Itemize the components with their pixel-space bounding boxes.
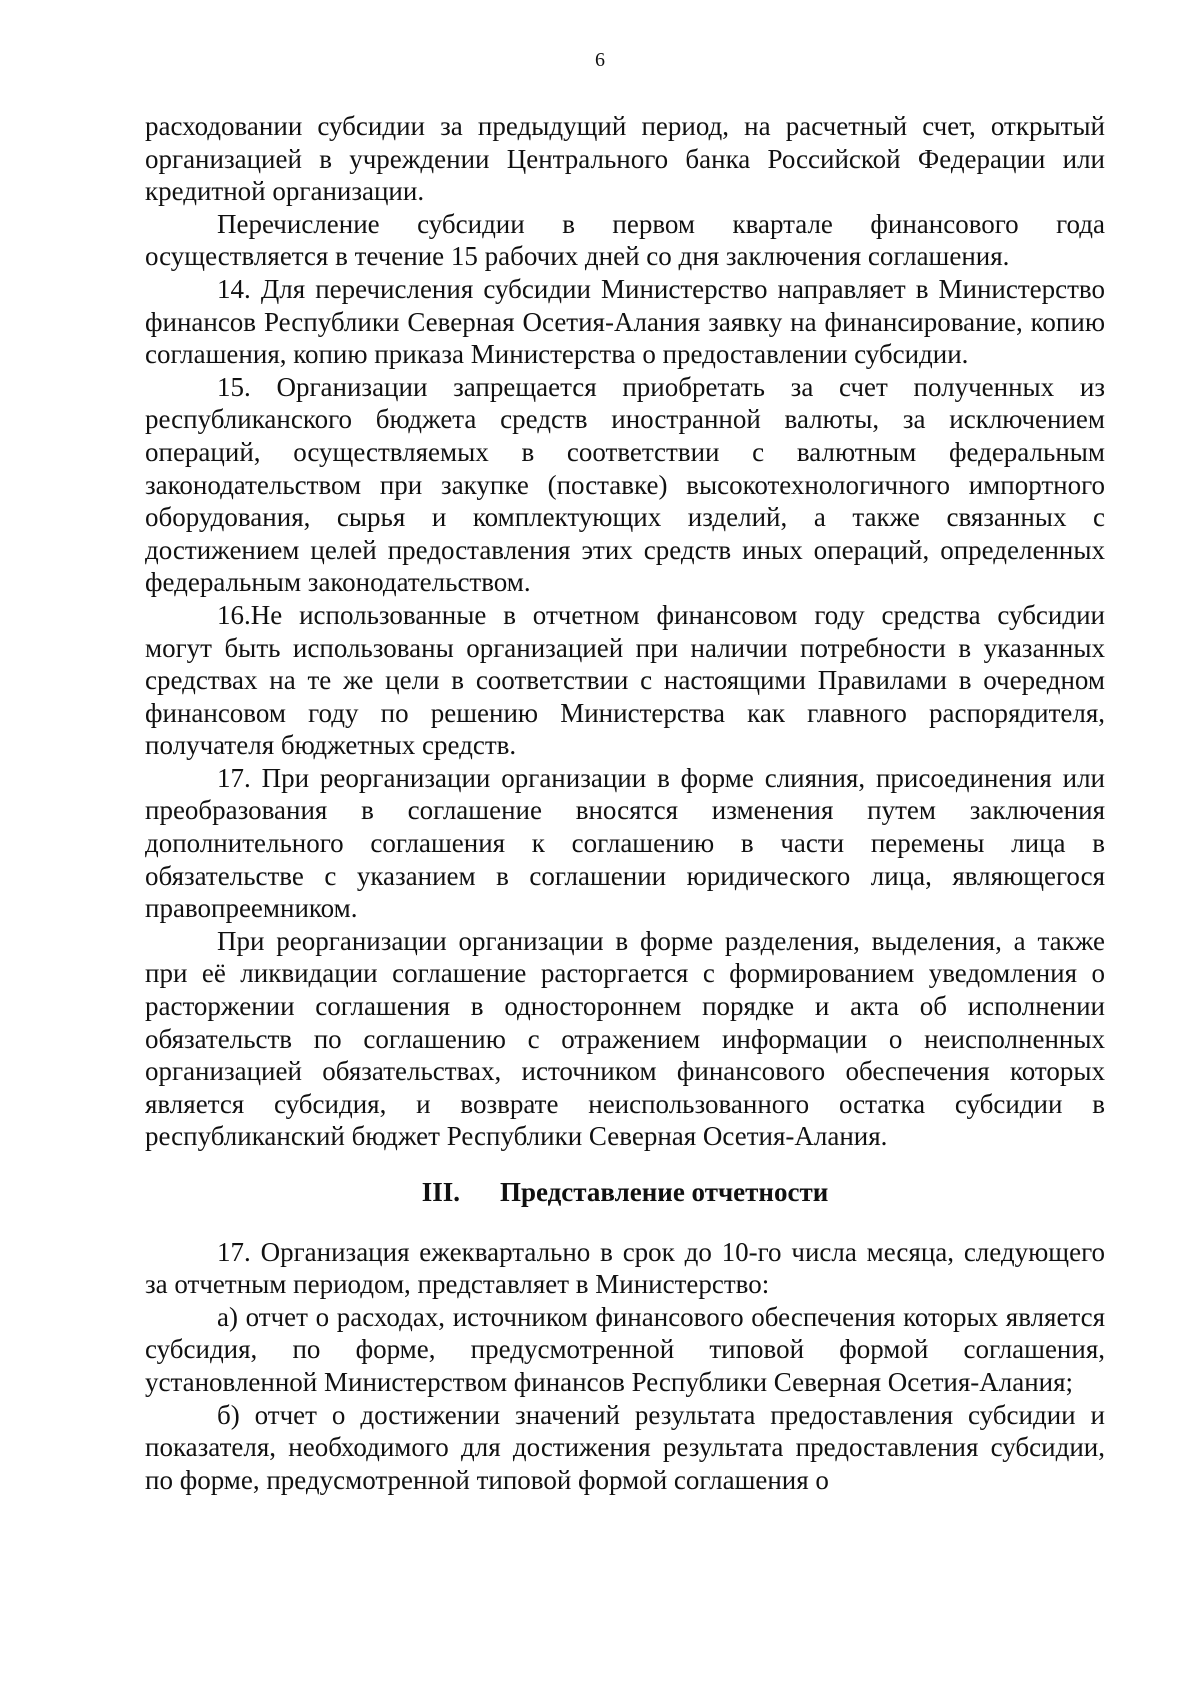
paragraph-14: 14. Для перечисления субсидии Министерство направляет в Министерство финансов Республики Северная Осетия-Алания заявку на финансирование, копию соглашения, копию приказа Министерства о предоставлении субсидии. — [145, 273, 1105, 370]
list-item-b: б) отчет о достижении значений результата предоставления субсидии и показателя, необходимого для достижения результата предоставления субсидии, по форме, предусмотренной типовой формой соглашения о — [145, 1399, 1105, 1495]
document-body — [145, 110, 1105, 1496]
paragraph-16: 16.Не использованные в отчетном финансовом году средства субсидии могут быть использованы организацией при наличии потребности в указанных средствах на те же цели в соответствии с настоящими Правилами в очередном финансовом году по решению Министерства как главного распорядителя, получателя бюджетных средств. — [145, 599, 1105, 761]
page-number: 6 — [595, 49, 605, 71]
paragraph-17-division: При реорганизации организации в форме разделения, выделения, а также при её ликвидации соглашение расторгается с формированием уведомления о расторжении соглашения в одностороннем порядке и акта об исполнении обязательств по соглашению с отражением информации о неисполненных организацией обязательствах, источником финансового обеспечения которых является субсидия, и возврате неиспользованного остатка субсидии в республиканский бюджет Республики Северная Осетия-Алания. — [145, 925, 1105, 1152]
paragraph-17-reporting: 17. Организация ежеквартально в срок до 10-го числа месяца, следующего за отчетным периодом, представляет в Министерство: — [145, 1236, 1105, 1300]
paragraph-continuation: расходовании субсидии за предыдущий период, на расчетный счет, открытый организацией в учреждении Центрального банка Российской Федерации или кредитной организации. — [145, 111, 1105, 207]
paragraph-15: 15. Организации запрещается приобретать за счет полученных из республиканского бюджета средств иностранной валюты, за исключением операций, осуществляемых в соответствии с валютным федеральным законодательством при закупке (поставке) высокотехнологичного импортного оборудования, сырья и комплектующих изделий, а также связанных с достижением целей предоставления этих средств иных операций, определенных федеральным законодательством. — [145, 371, 1105, 598]
section-heading — [145, 1176, 1105, 1209]
section-number: III. — [421, 1177, 460, 1207]
paragraph-first-quarter-transfer: Перечисление субсидии в первом квартале финансового года осуществляется в течение 15 рабочих дней со дня заключения соглашения. — [145, 208, 1105, 272]
paragraph-17-merger: 17. При реорганизации организации в форме слияния, присоединения или преобразования в соглашение вносятся изменения путем заключения дополнительного соглашения к соглашению в части перемены лица в обязательстве с указанием в соглашении юридического лица, являющегося правопреемником. — [145, 762, 1105, 924]
list-item-a: а) отчет о расходах, источником финансового обеспечения которых является субсидия, по форме, предусмотренной типовой формой соглашения, установленной Министерством финансов Республики Северная Осетия-Алания; — [145, 1301, 1105, 1397]
section-title: Представление отчетности — [499, 1177, 829, 1207]
